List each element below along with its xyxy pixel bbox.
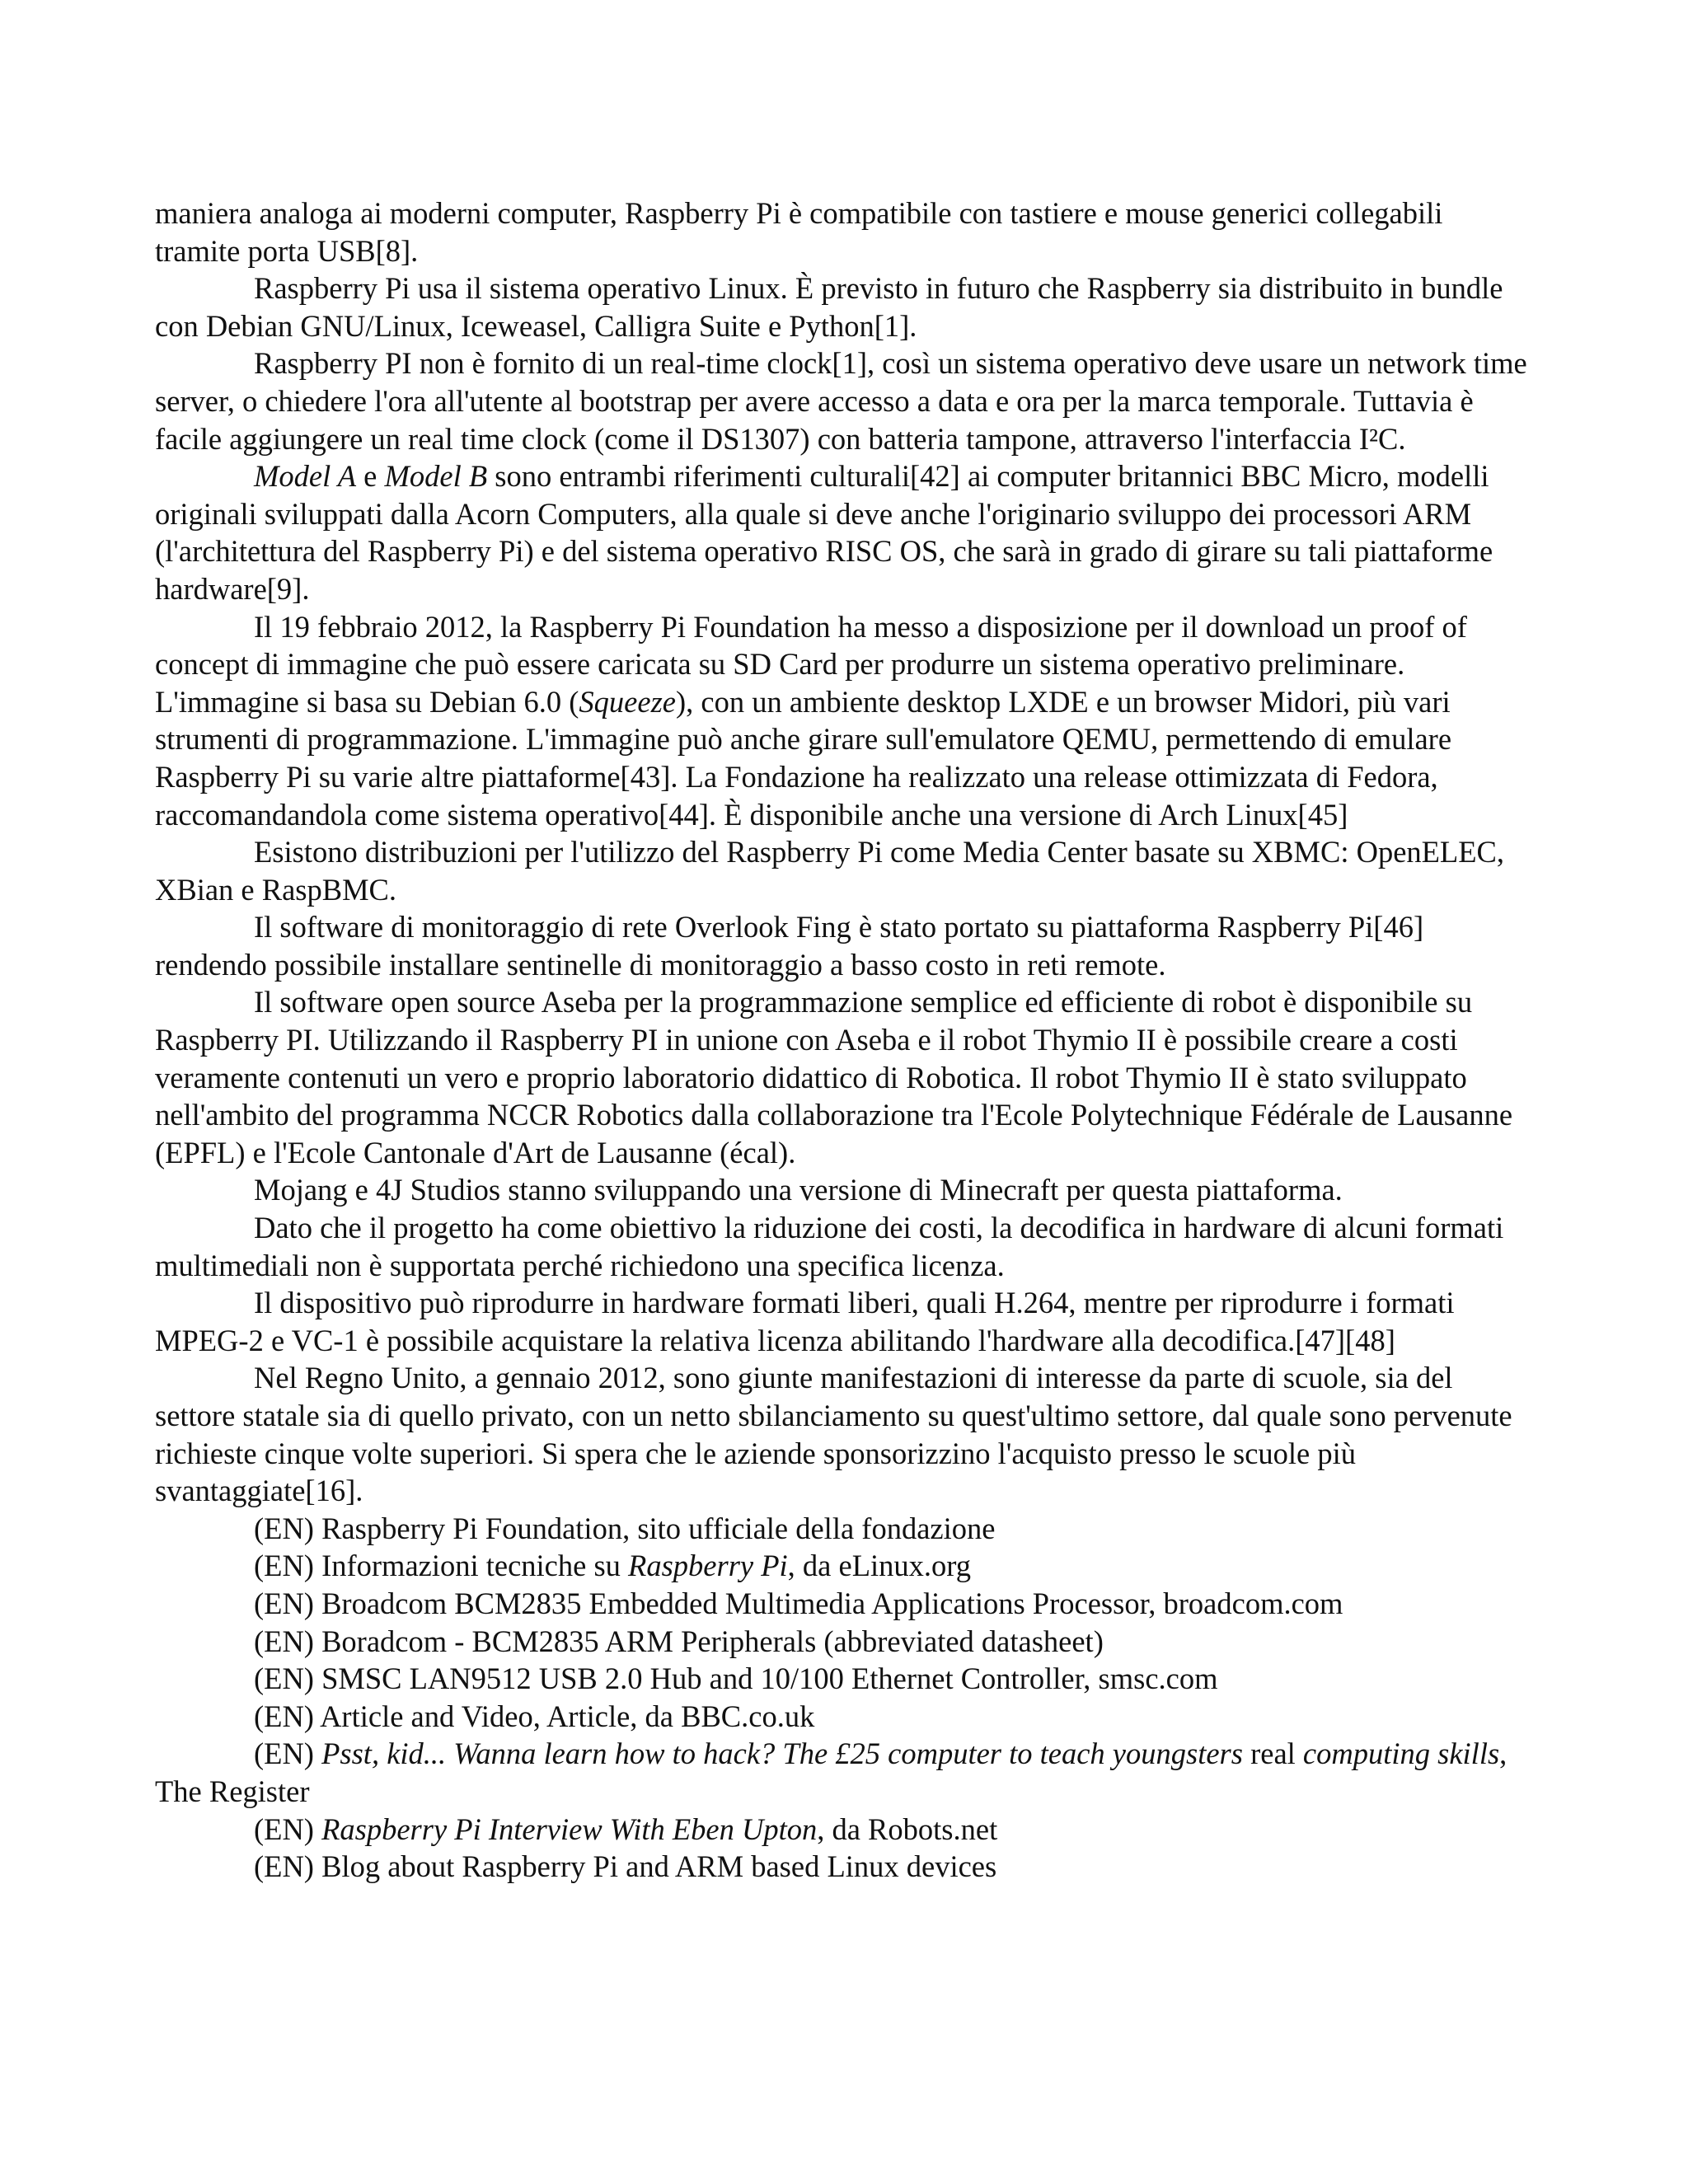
italic-text-run: Raspberry Pi Interview With Eben Upton — [321, 1811, 818, 1846]
text-run: Dato che il progetto ha come obiettivo la riduzione dei costi, la decodifica in hardware di alcuni formati multimediali non è supportata perché richiedono una specifica licenza. — [155, 1211, 1504, 1282]
italic-text-run: Model A — [254, 459, 357, 494]
paragraph — [155, 1209, 1530, 1284]
paragraph — [155, 1660, 1530, 1698]
text-run: (EN) — [254, 1811, 322, 1846]
italic-text-run: Model B — [384, 459, 488, 494]
paragraph — [155, 1284, 1530, 1359]
text-run: (EN) Article and Video, Article, da BBC.co.uk — [254, 1699, 815, 1733]
text-run: Raspberry PI non è fornito di un real-time clock[1], così un sistema operativo deve usare un network time server, o chiedere l'ora all'utente al bootstrap per avere accesso a data e ora per la marca temporale. Tuttavia è facile aggiungere un real time clock (come il DS1307) con batteria tampone, attraverso l'interfaccia I²C. — [155, 346, 1527, 456]
paragraph — [155, 1811, 1530, 1849]
paragraph — [155, 1585, 1530, 1623]
paragraph — [155, 457, 1530, 607]
italic-text-run: Raspberry Pi — [628, 1549, 788, 1583]
text-run: Il 19 febbraio 2012, la Raspberry Pi Foundation ha messo a disposizione per il download un proof of concept di immagine che può essere caricata su SD Card per produrre un sistema operativo preliminare. L'immagine si basa su Debian 6.0 ( — [155, 609, 1467, 719]
text-run: Il dispositivo può riprodurre in hardware formati liberi, quali H.264, mentre per riprodurre i formati MPEG-2 e VC-1 è possibile acquistare la relativa licenza abilitando l'hardware alla decodifica.[47][48] — [155, 1286, 1455, 1357]
paragraph — [155, 194, 1530, 269]
text-run: sono entrambi riferimenti culturali[42] ai computer britannici BBC Micro, modelli originali sviluppati dalla Acorn Computers, alla quale si deve anche l'originario sviluppo dei processori ARM (l'architettura del Raspberry Pi) e del sistema operativo RISC OS, che sarà in grado di girare su tali piattaforme hardware[9]. — [155, 459, 1493, 606]
paragraph — [155, 1359, 1530, 1509]
text-run: Il software open source Aseba per la programmazione semplice ed efficiente di robot è disponibile su Raspberry PI. Utilizzando il Raspberry PI in unione con Aseba e il robot Thymio II è possibile creare a costi veramente contenuti un vero e proprio laboratorio didattico di Robotica. Il robot Thymio II è stato sviluppato nell'ambito del programma NCCR Robotics dalla collaborazione tra l'Ecole Polytechnique Fédérale de Lausanne (EPFL) e l'Ecole Cantonale d'Art de Lausanne (écal). — [155, 985, 1513, 1169]
paragraph — [155, 1698, 1530, 1736]
italic-text-run: Psst, kid... Wanna learn how to hack? The £25 computer to teach youngsters — [321, 1736, 1243, 1771]
text-run: (EN) SMSC LAN9512 USB 2.0 Hub and 10/100 Ethernet Controller, smsc.com — [254, 1661, 1218, 1696]
text-run: Raspberry Pi usa il sistema operativo Linux. È previsto in futuro che Raspberry sia distribuito in bundle con Debian GNU/Linux, Iceweasel, Calligra Suite e Python[1]. — [155, 271, 1503, 343]
italic-text-run: Squeeze — [579, 684, 676, 719]
document-page — [155, 194, 1530, 1886]
text-run: (EN) Boradcom - BCM2835 ARM Peripherals (abbreviated datasheet) — [254, 1624, 1104, 1658]
paragraph — [155, 1171, 1530, 1209]
text-run: Il software di monitoraggio di rete Overlook Fing è stato portato su piattaforma Raspberry Pi[46] rendendo possibile installare sentinelle di monitoraggio a basso costo in reti remote. — [155, 910, 1424, 982]
text-run: , da Robots.net — [817, 1811, 998, 1846]
text-run: ), con un ambiente desktop LXDE e un browser Midori, più vari strumenti di programmazione. L'immagine può anche girare sull'emulatore QEMU, permettendo di emulare Raspberry Pi su varie altre piattaforme[43]. La Fondazione ha realizzato una release ottimizzata di Fedora, raccomandandola come sistema operativo[44]. È disponibile anche una versione di Arch Linux[45] — [155, 684, 1452, 832]
text-run: e — [356, 459, 385, 494]
text-run: , da eLinux.org — [787, 1549, 972, 1583]
text-run: maniera analoga ai moderni computer, Raspberry Pi è compatibile con tastiere e mouse generici collegabili tramite porta USB[8]. — [155, 196, 1443, 268]
paragraph — [155, 1623, 1530, 1661]
paragraph — [155, 1735, 1530, 1810]
paragraph — [155, 344, 1530, 457]
paragraph — [155, 1510, 1530, 1548]
text-run: (EN) Informazioni tecniche su — [254, 1549, 629, 1583]
text-run: (EN) Blog about Raspberry Pi and ARM based Linux devices — [254, 1849, 997, 1884]
text-run: (EN) Raspberry Pi Foundation, sito ufficiale della fondazione — [254, 1511, 996, 1545]
paragraph — [155, 908, 1530, 983]
text-run: Esistono distribuzioni per l'utilizzo del Raspberry Pi come Media Center basate su XBMC: OpenELEC, XBian e RaspBMC. — [155, 835, 1504, 907]
paragraph — [155, 269, 1530, 344]
paragraph — [155, 1547, 1530, 1585]
text-run: Mojang e 4J Studios stanno sviluppando una versione di Minecraft per questa piattaforma. — [254, 1173, 1343, 1207]
text-run: real — [1242, 1736, 1303, 1771]
text-run: (EN) — [254, 1736, 322, 1771]
paragraph — [155, 1848, 1530, 1886]
text-run: , The Register — [155, 1736, 1507, 1808]
paragraph — [155, 608, 1530, 834]
text-run: Nel Regno Unito, a gennaio 2012, sono giunte manifestazioni di interesse da parte di scuole, sia del settore statale sia di quello privato, con un netto sbilanciamento su quest'ultimo settore, dal quale sono pervenute richieste cinque volte superiori. Si spera che le aziende sponsorizzino l'acquisto presso le scuole più svantaggiate[16]. — [155, 1361, 1512, 1508]
paragraph — [155, 833, 1530, 908]
text-run: (EN) Broadcom BCM2835 Embedded Multimedia Applications Processor, broadcom.com — [254, 1586, 1343, 1620]
paragraph — [155, 983, 1530, 1171]
italic-text-run: computing skills — [1302, 1736, 1500, 1771]
